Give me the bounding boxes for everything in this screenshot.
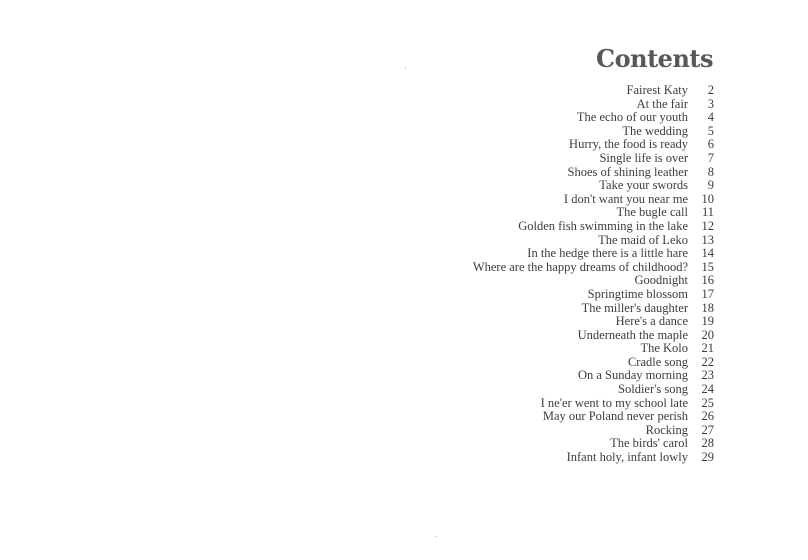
contents-entry: [473, 193, 714, 207]
entry-title: Shoes of shining leather: [567, 164, 688, 179]
entry-title: Infant holy, infant lowly: [566, 450, 688, 465]
entry-title: In the hedge there is a little hare: [527, 246, 688, 261]
contents-list: [473, 84, 714, 465]
entry-title: On a Sunday morning: [577, 368, 688, 383]
entry-title: Underneath the maple: [577, 327, 688, 342]
contents-entry: [473, 342, 714, 356]
page-title: Contents: [596, 44, 713, 73]
entry-page-number: 21: [701, 341, 714, 356]
contents-entry: [473, 206, 714, 220]
entry-title: I ne'er went to my school late: [540, 395, 688, 410]
entry-title: The miller's daughter: [581, 300, 688, 315]
entry-page-number: 22: [701, 354, 714, 369]
contents-entry: [473, 84, 714, 98]
entry-title: May our Poland never perish: [542, 409, 688, 424]
contents-entry: [473, 356, 714, 370]
entry-page-number: 17: [701, 286, 714, 301]
contents-entry: [473, 261, 714, 275]
entry-page-number: 13: [701, 232, 714, 247]
entry-page-number: 29: [701, 450, 714, 465]
entry-page-number: 20: [701, 327, 714, 342]
entry-page-number: 4: [707, 110, 714, 125]
entry-title: Rocking: [645, 422, 688, 437]
entry-title: At the fair: [636, 96, 688, 111]
contents-entry: [473, 111, 714, 125]
entry-page-number: 9: [707, 178, 714, 193]
entry-title: The Kolo: [640, 341, 688, 356]
entry-page-number: 6: [707, 137, 714, 152]
entry-title: Fairest Katy: [626, 83, 688, 97]
entry-page-number: 28: [701, 436, 714, 451]
entry-page-number: 27: [701, 422, 714, 437]
contents-entry: [473, 247, 714, 261]
contents-entry: [473, 302, 714, 316]
contents-entry: [473, 383, 714, 397]
entry-page-number: 2: [707, 83, 714, 97]
entry-page-number: 18: [701, 300, 714, 315]
entry-page-number: 7: [707, 150, 714, 165]
entry-title: The maid of Leko: [598, 232, 688, 247]
entry-title: Where are the happy dreams of childhood?: [472, 259, 688, 274]
contents-entry: [473, 166, 714, 180]
contents-entry: [473, 138, 714, 152]
entry-page-number: 24: [701, 382, 714, 397]
entry-page-number: 15: [701, 259, 714, 274]
contents-entry: [473, 220, 714, 234]
entry-title: Golden fish swimming in the lake: [518, 218, 688, 233]
entry-page-number: 3: [707, 96, 714, 111]
paper-speck: [405, 67, 406, 68]
entry-title: Here's a dance: [615, 314, 688, 329]
contents-entry: [473, 437, 714, 451]
entry-page-number: 11: [701, 205, 714, 220]
entry-title: Springtime blossom: [587, 286, 688, 301]
entry-title: Take your swords: [599, 178, 688, 193]
contents-entry: [473, 234, 714, 248]
entry-title: Single life is over: [599, 150, 688, 165]
contents-entry: [473, 152, 714, 166]
contents-entry: [473, 369, 714, 383]
contents-entry: [473, 288, 714, 302]
entry-page-number: 10: [701, 191, 714, 206]
contents-entry: [473, 315, 714, 329]
entry-title: The birds' carol: [610, 436, 688, 451]
entry-page-number: 14: [701, 246, 714, 261]
entry-page-number: 26: [701, 409, 714, 424]
contents-entry: [473, 451, 714, 465]
entry-title: I don't want you near me: [563, 191, 688, 206]
entry-title: Soldier's song: [618, 382, 688, 397]
entry-title: Hurry, the food is ready: [569, 137, 688, 152]
entry-title: The echo of our youth: [576, 110, 688, 125]
contents-entry: [473, 179, 714, 193]
entry-title: The bugle call: [616, 205, 688, 220]
entry-title: Goodnight: [634, 273, 688, 288]
entry-page-number: 8: [707, 164, 714, 179]
contents-entry: [473, 397, 714, 411]
contents-entry: [473, 274, 714, 288]
entry-page-number: 19: [701, 314, 714, 329]
entry-page-number: 16: [701, 273, 714, 288]
contents-entry: [473, 424, 714, 438]
contents-entry: [473, 125, 714, 139]
entry-page-number: 12: [701, 218, 714, 233]
paper-speck: [436, 536, 437, 537]
contents-entry: [473, 410, 714, 424]
entry-page-number: 25: [701, 395, 714, 410]
contents-entry: [473, 329, 714, 343]
entry-title: Cradle song: [627, 354, 688, 369]
entry-page-number: 23: [701, 368, 714, 383]
contents-entry: [473, 98, 714, 112]
entry-title: The wedding: [622, 123, 688, 138]
entry-page-number: 5: [707, 123, 714, 138]
